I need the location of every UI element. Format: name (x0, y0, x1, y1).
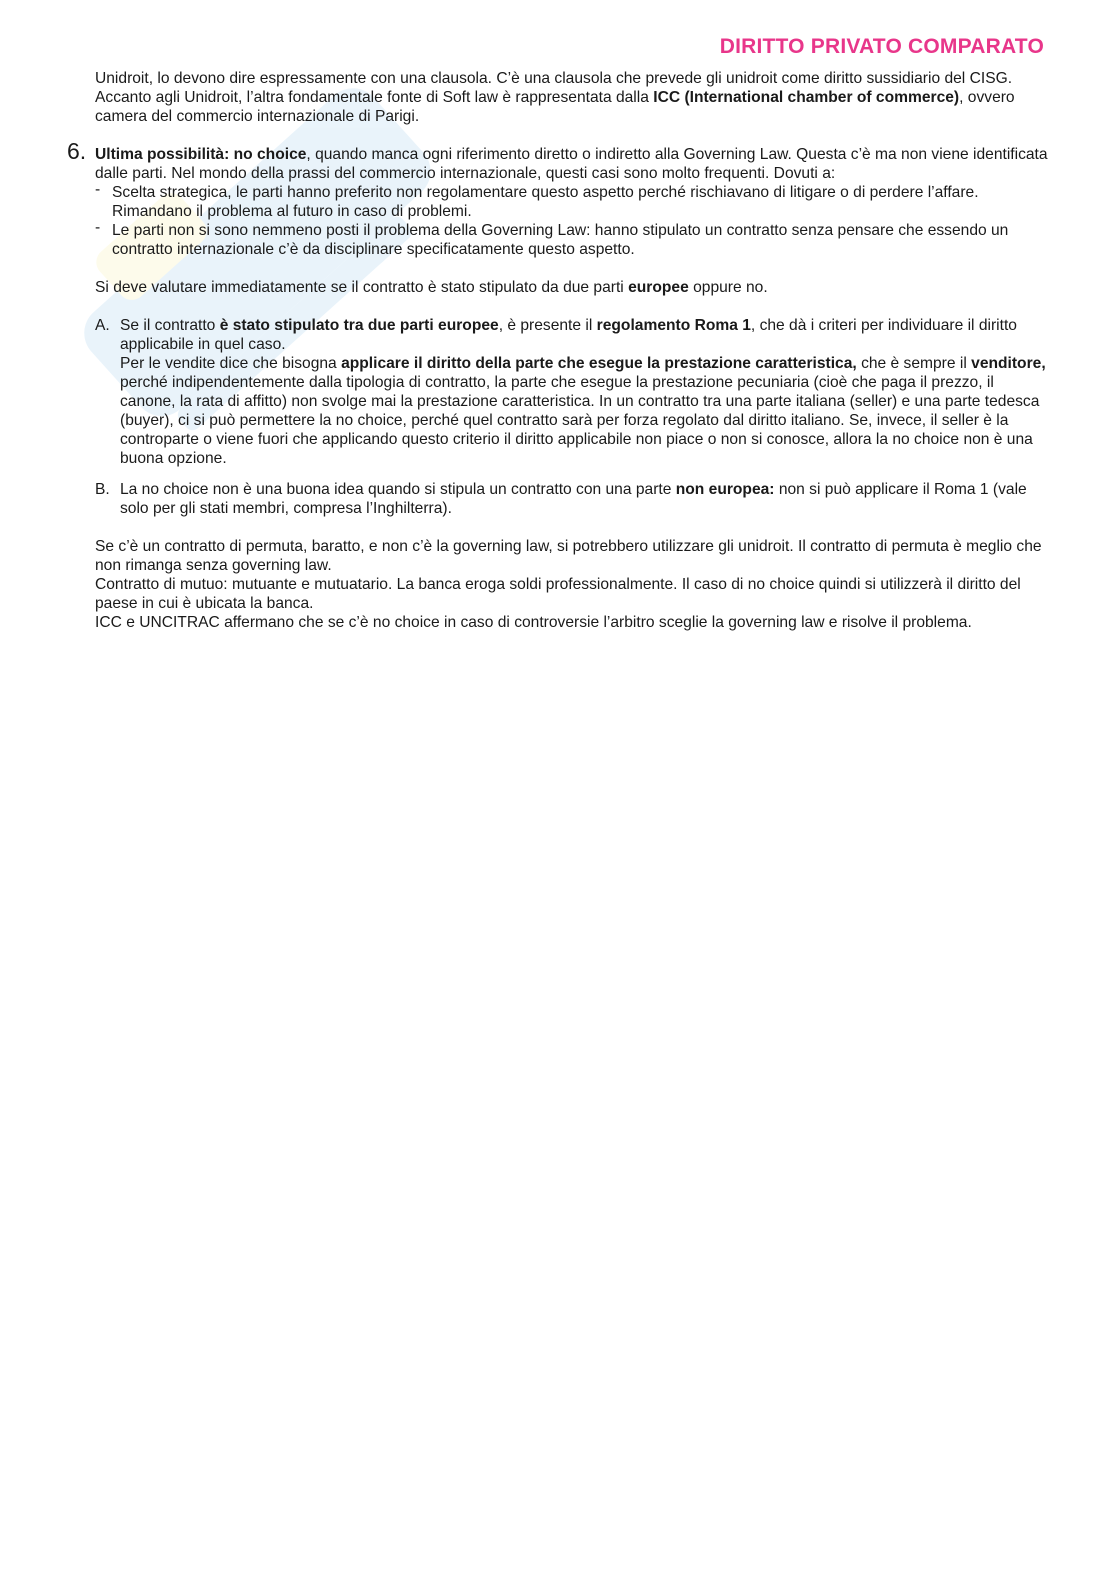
intro-paragraph: Unidroit, lo devono dire espressamente con una clausola. C’è una clausola che prevede gli unidroit come diritto sussidiario del CISG. Accanto agli Unidroit, l’altra fondamentale fonte di Soft law è rappresentata dalla ICC (International chamber of commerce), ovvero camera del commercio internazionale di Parigi. (95, 70, 1015, 125)
item-marker: B. (95, 481, 110, 498)
dash-item: - Scelta strategica, le parti hanno preferito non regolamentare questo aspetto perché rischiavano di litigare o di perdere l’affare. Rimandano il problema al futuro in caso di problemi. (95, 181, 979, 220)
dash-item: - Le parti non si sono nemmeno posti il problema della Governing Law: hanno stipulato un contratto senza pensare che essendo un contratto internazionale c’è da disciplinare specificatamente questo aspetto. (95, 219, 1009, 258)
item-marker: A. (95, 317, 110, 334)
closing-paragraph: Se c’è un contratto di permuta, baratto, e non c’è la governing law, si potrebbero utilizzare gli unidroit. Il contratto di permuta è meglio che non rimanga senza governing law. (95, 538, 1042, 574)
item-6-text: Ultima possibilità: no choice, quando manca ogni riferimento diretto o indiretto alla Governing Law. Questa c’è ma non viene identificata dalle parti. Nel mondo della prassi del commercio internazionale, questi casi sono molto frequenti. Dovuti a: (95, 146, 1048, 182)
item-number: 6. (67, 138, 87, 164)
closing-paragraph: Contratto di mutuo: mutuante e mutuatario. La banca eroga soldi professionalmente. Il caso di no choice quindi si utilizzerà il diritto del paese in cui è ubicata la banca. (95, 576, 1021, 612)
dash-list (95, 183, 1050, 259)
document-body (67, 69, 1050, 632)
dash-marker: - (95, 181, 101, 198)
list-item-b: B. La no choice non è una buona idea quando si stipula un contratto con una parte non europea: non si può applicare il Roma 1 (vale solo per gli stati membri, compresa l’Inghilterra). (95, 481, 1027, 517)
page-header-title: DIRITTO PRIVATO COMPARATO (719, 35, 1044, 58)
dash-marker: - (95, 219, 101, 236)
lettered-list (95, 316, 1050, 518)
closing-paragraphs (95, 537, 1050, 632)
list-item-6 (67, 138, 1050, 259)
list-item-a: A. Se il contratto è stato stipulato tra due parti europee, è presente il regolamento Roma 1, che dà i criteri per individuare il diritto applicabile in quel caso. Per le vendite dice che bisogna applicare il diritto della parte che esegue la prestazione caratteristica, che è sempre il venditore, perché indipendentemente dalla tipologia di contratto, la parte che esegue la prestazione pecuniaria (cioè che paga il prezzo, il canone, la rata di affitto) non svolge mai la prestazione caratteristica. In un contratto tra una parte italiana (seller) e una parte tedesca (buyer), ci si può permettere la no choice, perché quel contratto sarà per forza regolato dal diritto italiano. Se, invece, il seller è la controparte o viene fuori che applicando questo criterio il diritto applicabile non piace o non si conosce, allora la no choice non è una buona opzione. (95, 317, 1046, 467)
evaluation-paragraph: Si deve valutare immediatamente se il contratto è stato stipulato da due parti europee oppure no. (95, 279, 768, 296)
closing-paragraph: ICC e UNCITRAC affermano che se c’è no choice in caso di controversie l’arbitro sceglie la governing law e risolve il problema. (95, 614, 972, 631)
